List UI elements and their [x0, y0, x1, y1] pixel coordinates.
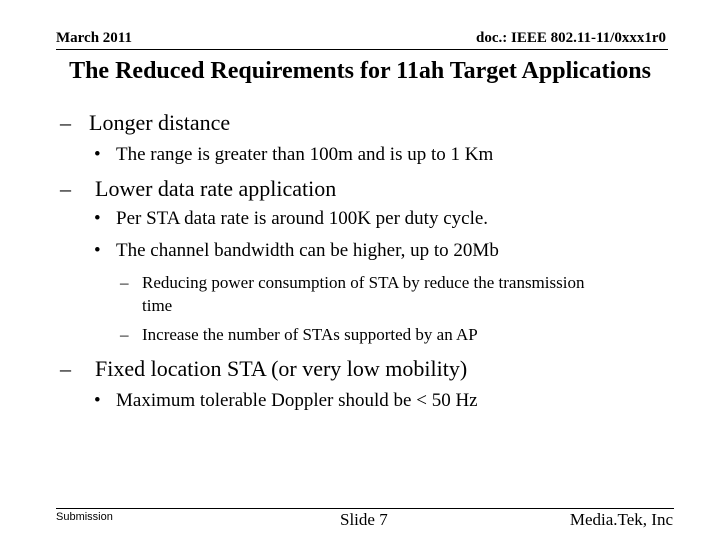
bullet-dash-marker: –: [120, 273, 129, 292]
bullet-increase-stas: Increase the number of STAs supported by an AP: [142, 325, 478, 344]
header-rule: [56, 49, 668, 50]
bullet-dot-marker: •: [94, 144, 101, 165]
footer-rule: [56, 508, 674, 509]
bullet-dot-marker: •: [94, 390, 101, 411]
header-doc-id: doc.: IEEE 802.11-11/0xxx1r0: [475, 30, 666, 46]
bullet-channel-bandwidth: The channel bandwidth can be higher, up to 20Mb: [116, 240, 499, 261]
bullet-dash-marker: –: [60, 356, 71, 381]
footer-slide-number: Slide 7: [340, 510, 388, 529]
bullet-range: The range is greater than 100m and is up to 1 Km: [116, 144, 494, 165]
bullet-doppler: Maximum tolerable Doppler should be < 50 Hz: [116, 390, 478, 411]
bullet-reduce-power: Reducing power consumption of STA by reduce the transmission: [142, 273, 585, 292]
slide-title: The Reduced Requirements for 11ah Target Applications: [69, 58, 651, 84]
footer-submission: Submission: [56, 511, 113, 523]
bullet-longer-distance: Longer distance: [89, 110, 231, 135]
bullet-dot-marker: •: [94, 240, 101, 261]
bullet-dash-marker: –: [120, 325, 129, 344]
bullet-sta-data-rate: Per STA data rate is around 100K per duty cycle.: [116, 208, 489, 229]
bullet-dash-marker: –: [60, 110, 71, 135]
footer-company: Media.Tek, Inc: [569, 510, 673, 529]
bullet-reduce-power-cont: time: [142, 296, 173, 315]
bullet-fixed-location: Fixed location STA (or very low mobility): [95, 356, 468, 381]
header-date: March 2011: [56, 30, 132, 46]
bullet-dash-marker: –: [60, 176, 71, 201]
bullet-lower-data-rate: Lower data rate application: [95, 176, 337, 201]
bullet-dot-marker: •: [94, 208, 101, 229]
